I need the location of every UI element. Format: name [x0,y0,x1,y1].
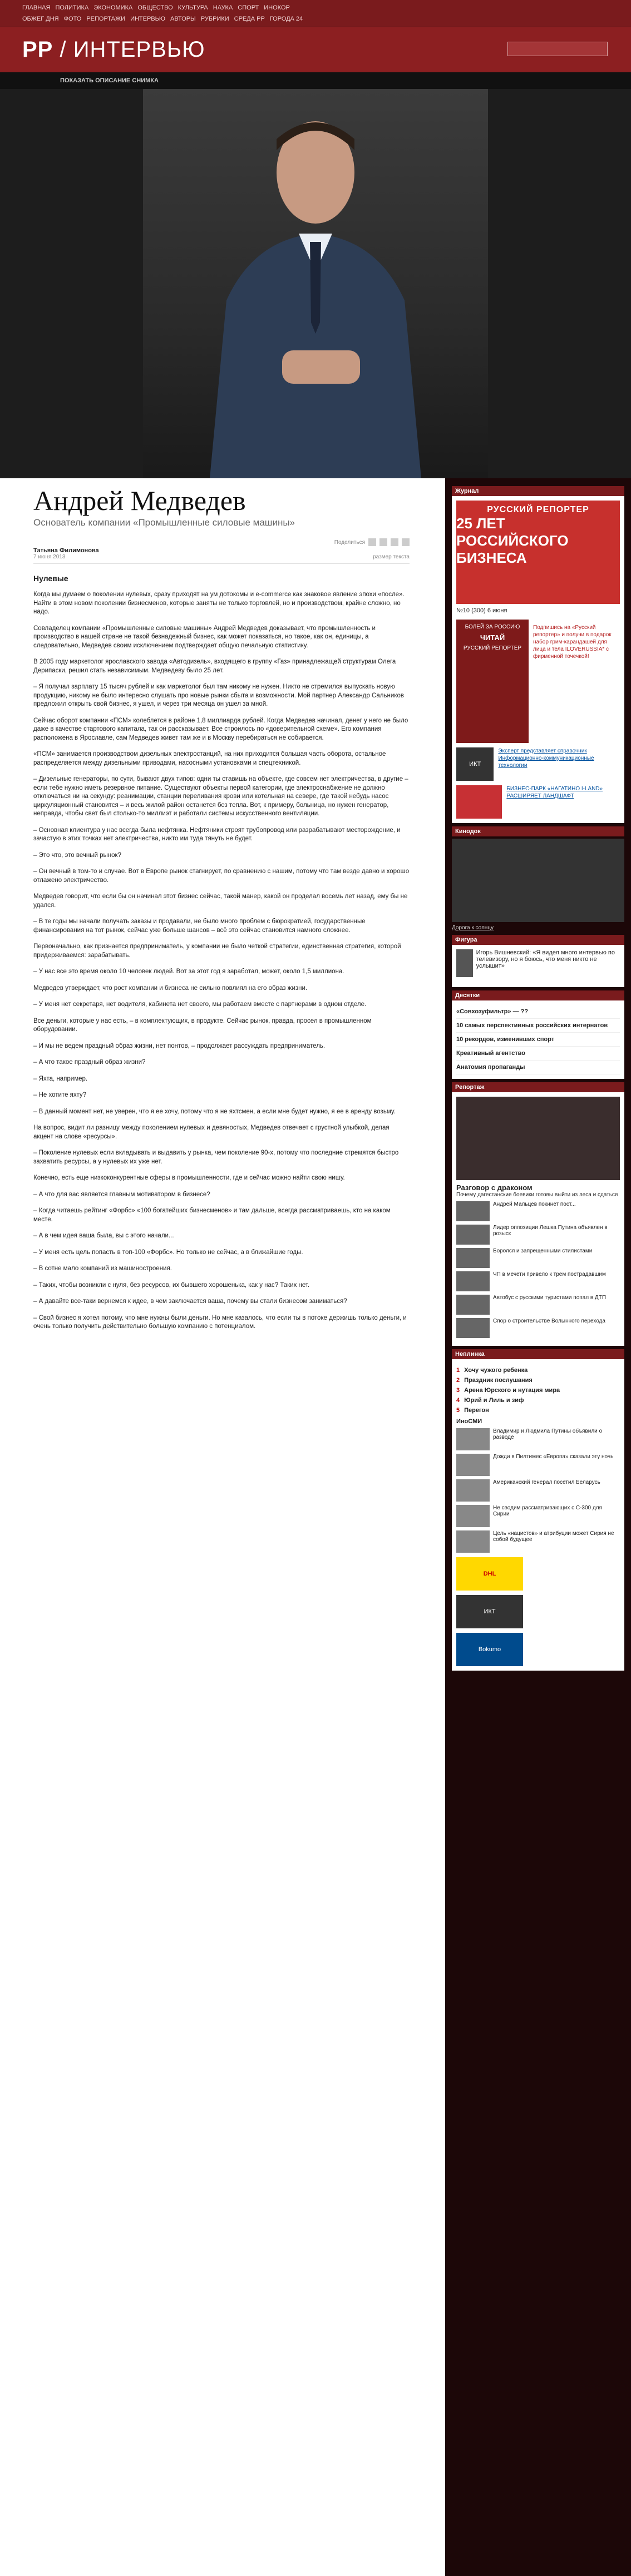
article-paragraph: – А что такое праздный образ жизни? [33,1059,146,1066]
topten-block [452,1000,624,1079]
article [0,478,445,2576]
popular-title: Праздник послушания [464,1377,533,1384]
business-park-ad-image [456,785,502,819]
news-item[interactable] [456,1295,620,1315]
article-paragraph: – Таких, чтобы возникли с нуля, без ресурсов, их бывшего хорошенька, как у нас? Таких нет. [33,1281,310,1289]
nav-item[interactable]: ГОРОДА 24 [269,16,303,22]
inosmi-thumb [456,1479,490,1502]
promo-line1: БОЛЕЙ ЗА РОССИЮ [465,624,520,630]
news-thumb [456,1318,490,1338]
journal-header: Журнал [452,486,624,496]
ict-ad-2[interactable] [456,1595,620,1628]
issue-number[interactable]: №10 (300) 6 июня [456,607,507,614]
news-title: Андрей Мальцев покинет пост... [493,1201,576,1207]
article-subtitle: Основатель компании «Промышленные силовые машины» [33,517,295,528]
magazine-name: РУССКИЙ РЕПОРТЕР [487,505,589,514]
journal-block [452,496,624,823]
article-paragraph: – Яхта, например. [33,1075,88,1082]
inosmi-thumb [456,1428,490,1450]
figure-text: Игорь Вишневский: «Я видел много интервью по телевизору, но я боюсь, что меня никто не услышит» [476,949,615,969]
ict-ad[interactable] [456,747,620,781]
sidebar [445,478,631,2576]
logo-section: / ИНТЕРВЬЮ [60,37,205,62]
topnav-row-2 [22,13,609,24]
news-title: Лидер оппозиции Лешка Путина объявлен в розыск [493,1225,608,1237]
search-input[interactable] [507,42,608,56]
nav-item[interactable]: ИНТЕРВЬЮ [130,16,165,22]
popular-title: Хочу чужого ребенка [464,1367,528,1374]
news-item[interactable] [456,1318,620,1338]
article-paragraph: – Не хотите яхту? [33,1092,87,1098]
article-paragraph: Медведев говорит, что если бы он начинал этот бизнес сейчас, такой манер, какой он проделал восемь лет назад, ему бы не удался. [33,893,408,909]
hero-photo-area [0,89,631,478]
video-caption[interactable]: Дорога к солнцу [452,925,494,931]
article-rubric: Нулевые [33,574,68,583]
promo-text: Подпишись на «Русский репортер» и получи в подарок набор грим-карандашей для лица и тела ILOVERUSSIA* с фирменной точечкой! [529,620,620,743]
topten-header: Десятки [452,990,624,1000]
figure-block [452,945,624,987]
popular-title: Перегон [464,1407,489,1414]
news-item[interactable] [456,1271,620,1291]
nav-item[interactable]: ФОТО [63,16,82,22]
news-item[interactable] [456,1225,620,1245]
article-paragraph: Медведев утверждает, что рост компании и бизнеса не сильно повлиял на его образ жизни. [33,984,308,992]
share-bar [33,538,410,546]
print-icon[interactable] [402,538,410,546]
article-paragraph: Совладелец компании «Промышленные силовые машины» Андрей Медведев доказывает, что промышленность и производство в нашей стране не такой безнадежный бизнес, как может показаться, но такое, как он, единицы, а следовательно, Медведев своим исключением подтверждает общую печальную статистику. [33,625,376,649]
inosmi-item[interactable] [456,1530,620,1553]
nav-item[interactable]: КУЛЬТУРА [178,4,208,11]
popular-header: Неплинка [452,1349,624,1359]
report-block [452,1092,624,1346]
ict-ad-image: ИКТ [456,747,494,781]
report-subtitle: Почему дагестанские боевики готовы выйти из леса и сдаться [456,1192,618,1198]
share-label: Поделиться [334,539,365,546]
article-paragraph: – У меня нет секретаря, нет водителя, кабинета нет своего, мы работаем вместе с партнерами в одном отделе. [33,1001,367,1008]
nav-item[interactable]: ИНОКОР [264,4,290,11]
popular-item[interactable]: 5 Перегон [456,1407,489,1414]
dhl-ad[interactable] [456,1557,620,1591]
inosmi-title: Американский генерал посетил Беларусь [493,1479,600,1485]
inosmi-title: Дожди в Пилтимес «Европа» сказали эту ночь [493,1454,614,1460]
promo-line2: ЧИТАЙ [480,633,505,642]
popular-title: Арена Юрского и нутация мира [464,1387,560,1394]
magazine-cover[interactable] [456,501,620,604]
meta-row [33,554,410,564]
inosmi-item[interactable] [456,1428,620,1450]
article-paragraph: На вопрос, видит ли разницу между поколением нулевых и девяностых, Медведев отвечает с грустной улыбкой, делая акцент на слове «ресурсы». [33,1124,390,1140]
article-paragraph: – Когда читаешь рейтинг «Форбс» «100 богатейших бизнесменов» и там дальше, всегда рассматриваешь, кто на каком месте. [33,1207,391,1223]
article-paragraph: – А что для вас является главным мотиватором в бизнесе? [33,1191,210,1198]
article-paragraph: – Дизельные генераторы, по сути, бывают двух типов: одни ты ставишь на объекте, где совсем нет электричества, в другие – если тебе нужно иметь резервное питание. Существуют объекты первой категории, где электроснабжение не должно отключаться ни на секунду: реанимации, станции переливания крови или котельная на севере, где такой небудь насос циркуляционный становится – и весь жилой район останется без тепла. Вот, к примеру, больница, но нужен генератор, неправда, чтобы свет был столько-то миллиэт и работали системы искусственного вентиляции. [33,776,408,817]
inosmi-thumb [456,1454,490,1476]
article-paragraph: – У нас все это время около 10 человек людей. Вот за этот год я заработал, может, около 1,5 миллиона. [33,968,344,975]
promo-line3: РУССКИЙ РЕПОРТЕР [463,645,522,651]
business-park-ad-link[interactable]: БИЗНЕС-ПАРК «НАГАТИНО I-LAND» РАСШИРЯЕТ ЛАНДШАФТ [506,786,603,799]
popular-item[interactable]: 2 Праздник послушания [456,1377,533,1384]
article-paragraph: – Поколение нулевых если вкладывать и выдавить у рынка, чем поколение 90-х, потому что последние стремятся быстро захватить ресурсы, а у нулевых их уже нет. [33,1150,399,1165]
share-vk-icon[interactable] [368,538,376,546]
news-thumb [456,1271,490,1291]
news-title: ЧП в мечети привело к трем пострадавшим [493,1271,606,1277]
popular-item[interactable]: 1 Хочу чужого ребенка [456,1367,528,1374]
ict-ad-2-image: ИКТ [456,1595,523,1628]
portrait-illustration [143,89,488,478]
topten-item[interactable]: «Совхозуфильтр» — ?? [456,1005,620,1019]
topten-item[interactable]: 10 самых перспективных российских интернатов [456,1019,620,1033]
popular-block [452,1359,624,1671]
article-paragraph: Все деньги, которые у нас есть, – в комплектующих, в продукте. Сейчас рынок, правда, просел в промышленном оборудовании. [33,1017,372,1033]
article-date: 7 июня 2013 [33,554,66,560]
promo-banner [456,620,529,743]
inosmi-title: Не сводим рассматривающих с С-300 для Сирии [493,1505,602,1517]
news-thumb [456,1201,490,1221]
show-photo-caption-link[interactable]: ПОКАЗАТЬ ОПИСАНИЕ СНИМКА [0,72,631,89]
article-paragraph: Первоначально, как признается предприниматель, у компании не было четкой стратегии, единственная стратегия, которой придерживаемся: зарабатывать. [33,943,401,959]
news-item[interactable] [456,1248,620,1268]
nav-item[interactable]: ЭКОНОМИКА [93,4,133,11]
article-paragraph: – В те годы мы начали получать заказы и продавали, не было много проблем с бюрократией, государственные финансирования на тот рынок, сейчас уже больше шансов – всё это сейчас становится намного сложнее. [33,918,366,934]
nav-item[interactable]: ОБЩЕСТВО [137,4,173,11]
inosmi-item[interactable] [456,1479,620,1502]
topten-list [456,1005,620,1074]
nav-item[interactable]: ОБЖЕГ ДНЯ [22,16,59,22]
inosmi-thumb [456,1505,490,1527]
nav-item[interactable]: РЕПОРТАЖИ [86,16,126,22]
figure-photo [456,949,473,977]
article-paragraph: – И мы не ведем праздный образ жизни, нет понтов, – продолжает рассуждать предприниматель. [33,1042,326,1049]
figure-header: Фигура [452,935,624,945]
popular-title: Юрий и Лиль и зиф [464,1397,524,1404]
video-player[interactable] [452,839,624,922]
article-body [33,591,410,1331]
share-twitter-icon[interactable] [391,538,398,546]
topten-item[interactable]: Анатомия пропаганды [456,1061,620,1074]
inosmi-item[interactable] [456,1505,620,1527]
ict-ad-link[interactable]: Эксперт представляет справочник Информационно-коммуникационные технологии [498,748,594,769]
topten-item[interactable]: Креативный агентство [456,1047,620,1061]
topten-item[interactable]: 10 рекордов, изменивших спорт [456,1033,620,1047]
report-photo[interactable] [456,1097,620,1180]
nav-item[interactable]: АВТОРЫ [170,16,196,22]
nav-item[interactable]: НАУКА [213,4,233,11]
article-paragraph: – Свой бизнес я хотел потому, что мне нужны были деньги. Но мне казалось, что если ты в потоке держишь только деньги, и очень только получить действительно большую компанию с потенциалом. [33,1314,407,1330]
article-title: Андрей Медведев [33,485,246,516]
article-paragraph: – А давайте все-таки вернемся к идее, в чем заключается ваша, почему вы стали бизнесом заниматься? [33,1298,347,1305]
topnav-row-1 [22,2,609,13]
inosmi-header: ИноСМИ [456,1418,482,1425]
share-facebook-icon[interactable] [379,538,387,546]
portrait-photo [143,89,488,478]
article-paragraph: – А в чем идея ваша была, вы с этого начали... [33,1232,174,1239]
nav-item[interactable]: РУБРИКИ [200,16,229,22]
article-paragraph: – Это что, это вечный рынок? [33,851,121,859]
article-paragraph: – В данный момент нет, не уверен, что я ее хочу, потому что я не яхтсмен, а если мне будет нужно, я ее в аренду возьму. [33,1108,396,1115]
article-paragraph: В 2005 году маркетолог ярославского завода «Автодизель», входящего в группу «Газ» принадлежащей структурам Олега Дерипаски, решил стать независимым. Медведеву было 25 лет. [33,658,396,674]
article-paragraph: «ПСМ» занимается производством дизельных электростанций, на них приходится большая часть оборота, остальное распределяется между дизельными приводами, насосными установками и спецтехникой. [33,751,386,766]
business-park-ad[interactable] [456,785,620,819]
nav-item[interactable]: ГЛАВНАЯ [22,4,51,11]
top-navigation [0,0,631,27]
inosmi-title: Владимир и Людмила Путины объявили о разводе [493,1428,603,1440]
bokumo-ad[interactable] [456,1633,620,1666]
news-title: Спор о строительстве Волынного перехода [493,1318,605,1324]
site-logo[interactable] [22,37,205,62]
article-author[interactable]: Татьяна Филимонова [33,547,99,554]
news-title: Автобус с русскими туристами попал в ДТП [493,1295,607,1301]
magazine-headline: 25 ЛЕТ РОССИЙСКОГО БИЗНЕСА [456,515,569,566]
popular-item[interactable]: 3 Арена Юрского и нутация мира [456,1387,560,1394]
news-thumb [456,1295,490,1315]
inosmi-thumb [456,1530,490,1553]
report-header: Репортаж [452,1082,624,1092]
logo-abbr: РР [22,37,53,62]
article-paragraph: – У меня есть цель попасть в топ-100 «Форбс». Но только не сейчас, а в ближайшие годы. [33,1249,303,1256]
article-paragraph: – В сотне мало компаний из машиностроения. [33,1265,172,1272]
nav-item[interactable]: ПОЛИТИКА [55,4,89,11]
inosmi-item[interactable] [456,1454,620,1476]
nav-item[interactable]: СПОРТ [238,4,259,11]
popular-item[interactable]: 4 Юрий и Лиль и зиф [456,1397,524,1404]
news-title: Боролся и запрещенными стилистами [493,1248,593,1254]
article-paragraph: Конечно, есть еще низкоконкурентные сферы в промышленности, где и сейчас можно найти свою нишу. [33,1175,345,1181]
nav-item[interactable]: СРЕДА РР [234,16,265,22]
report-title[interactable]: Разговор с драконом [456,1183,533,1192]
news-item[interactable] [456,1201,620,1221]
article-paragraph: – Я получал зарплату 15 тысяч рублей и как маркетолог был там никому не нужен. Никто не стремился выпускать новую продукцию, никому не было интересно слушать про новые рынки сбыта и возможности. Мой партнер Александр Сальников предложил открыть свой бизнес, я ушел, и через три месяца он ушел за мной. [33,683,404,707]
news-thumb [456,1225,490,1245]
article-paragraph: Сейчас оборот компании «ПСМ» колеблется в районе 1,8 миллиарда рублей. Когда Медведев начинал, денег у него не было даже в качестве стартового капитала, так он рассказывает. Все строилось по «доверительной схеме». Его компания расположена в Ярославле, сам Медведев живет там же и в Москву перебираться не собирается. [33,717,408,741]
video-header: Кинодок [452,826,624,836]
subscription-ad[interactable] [456,620,620,743]
article-paragraph: – Он вечный в том-то и случае. Вот в Европе рынок стагнирует, по сравнению с нашим, потому что там везде давно и хорошо отлажено электричество. [33,868,410,884]
dhl-ad-image: DHL [456,1557,523,1591]
bokumo-ad-image: Bokumo [456,1633,523,1666]
article-paragraph: – Основная клиентура у нас всегда была нефтянка. Нефтяники строят трубопровод или разрабатывают месторождение, и зачастую в этих точках нет электричества, никто им туда тянуть не будет. [33,826,401,842]
news-thumb [456,1248,490,1268]
article-paragraph: Когда мы думаем о поколении нулевых, сразу приходят на ум дотокомы и e-commerce как знаковое явление эпохи «после». Найти в этом новом поколении бизнесменов, которые заняты не только торговлей, но и производством, крайне сложно, но надо. [33,591,405,615]
font-size-control[interactable]: размер текста [373,554,410,560]
content-page [0,478,631,2576]
brand-header [0,27,631,72]
figure-item[interactable] [456,949,620,983]
inosmi-title: Цель «нацистов» и атрибуции может Сирия не собой будущее [493,1530,614,1543]
